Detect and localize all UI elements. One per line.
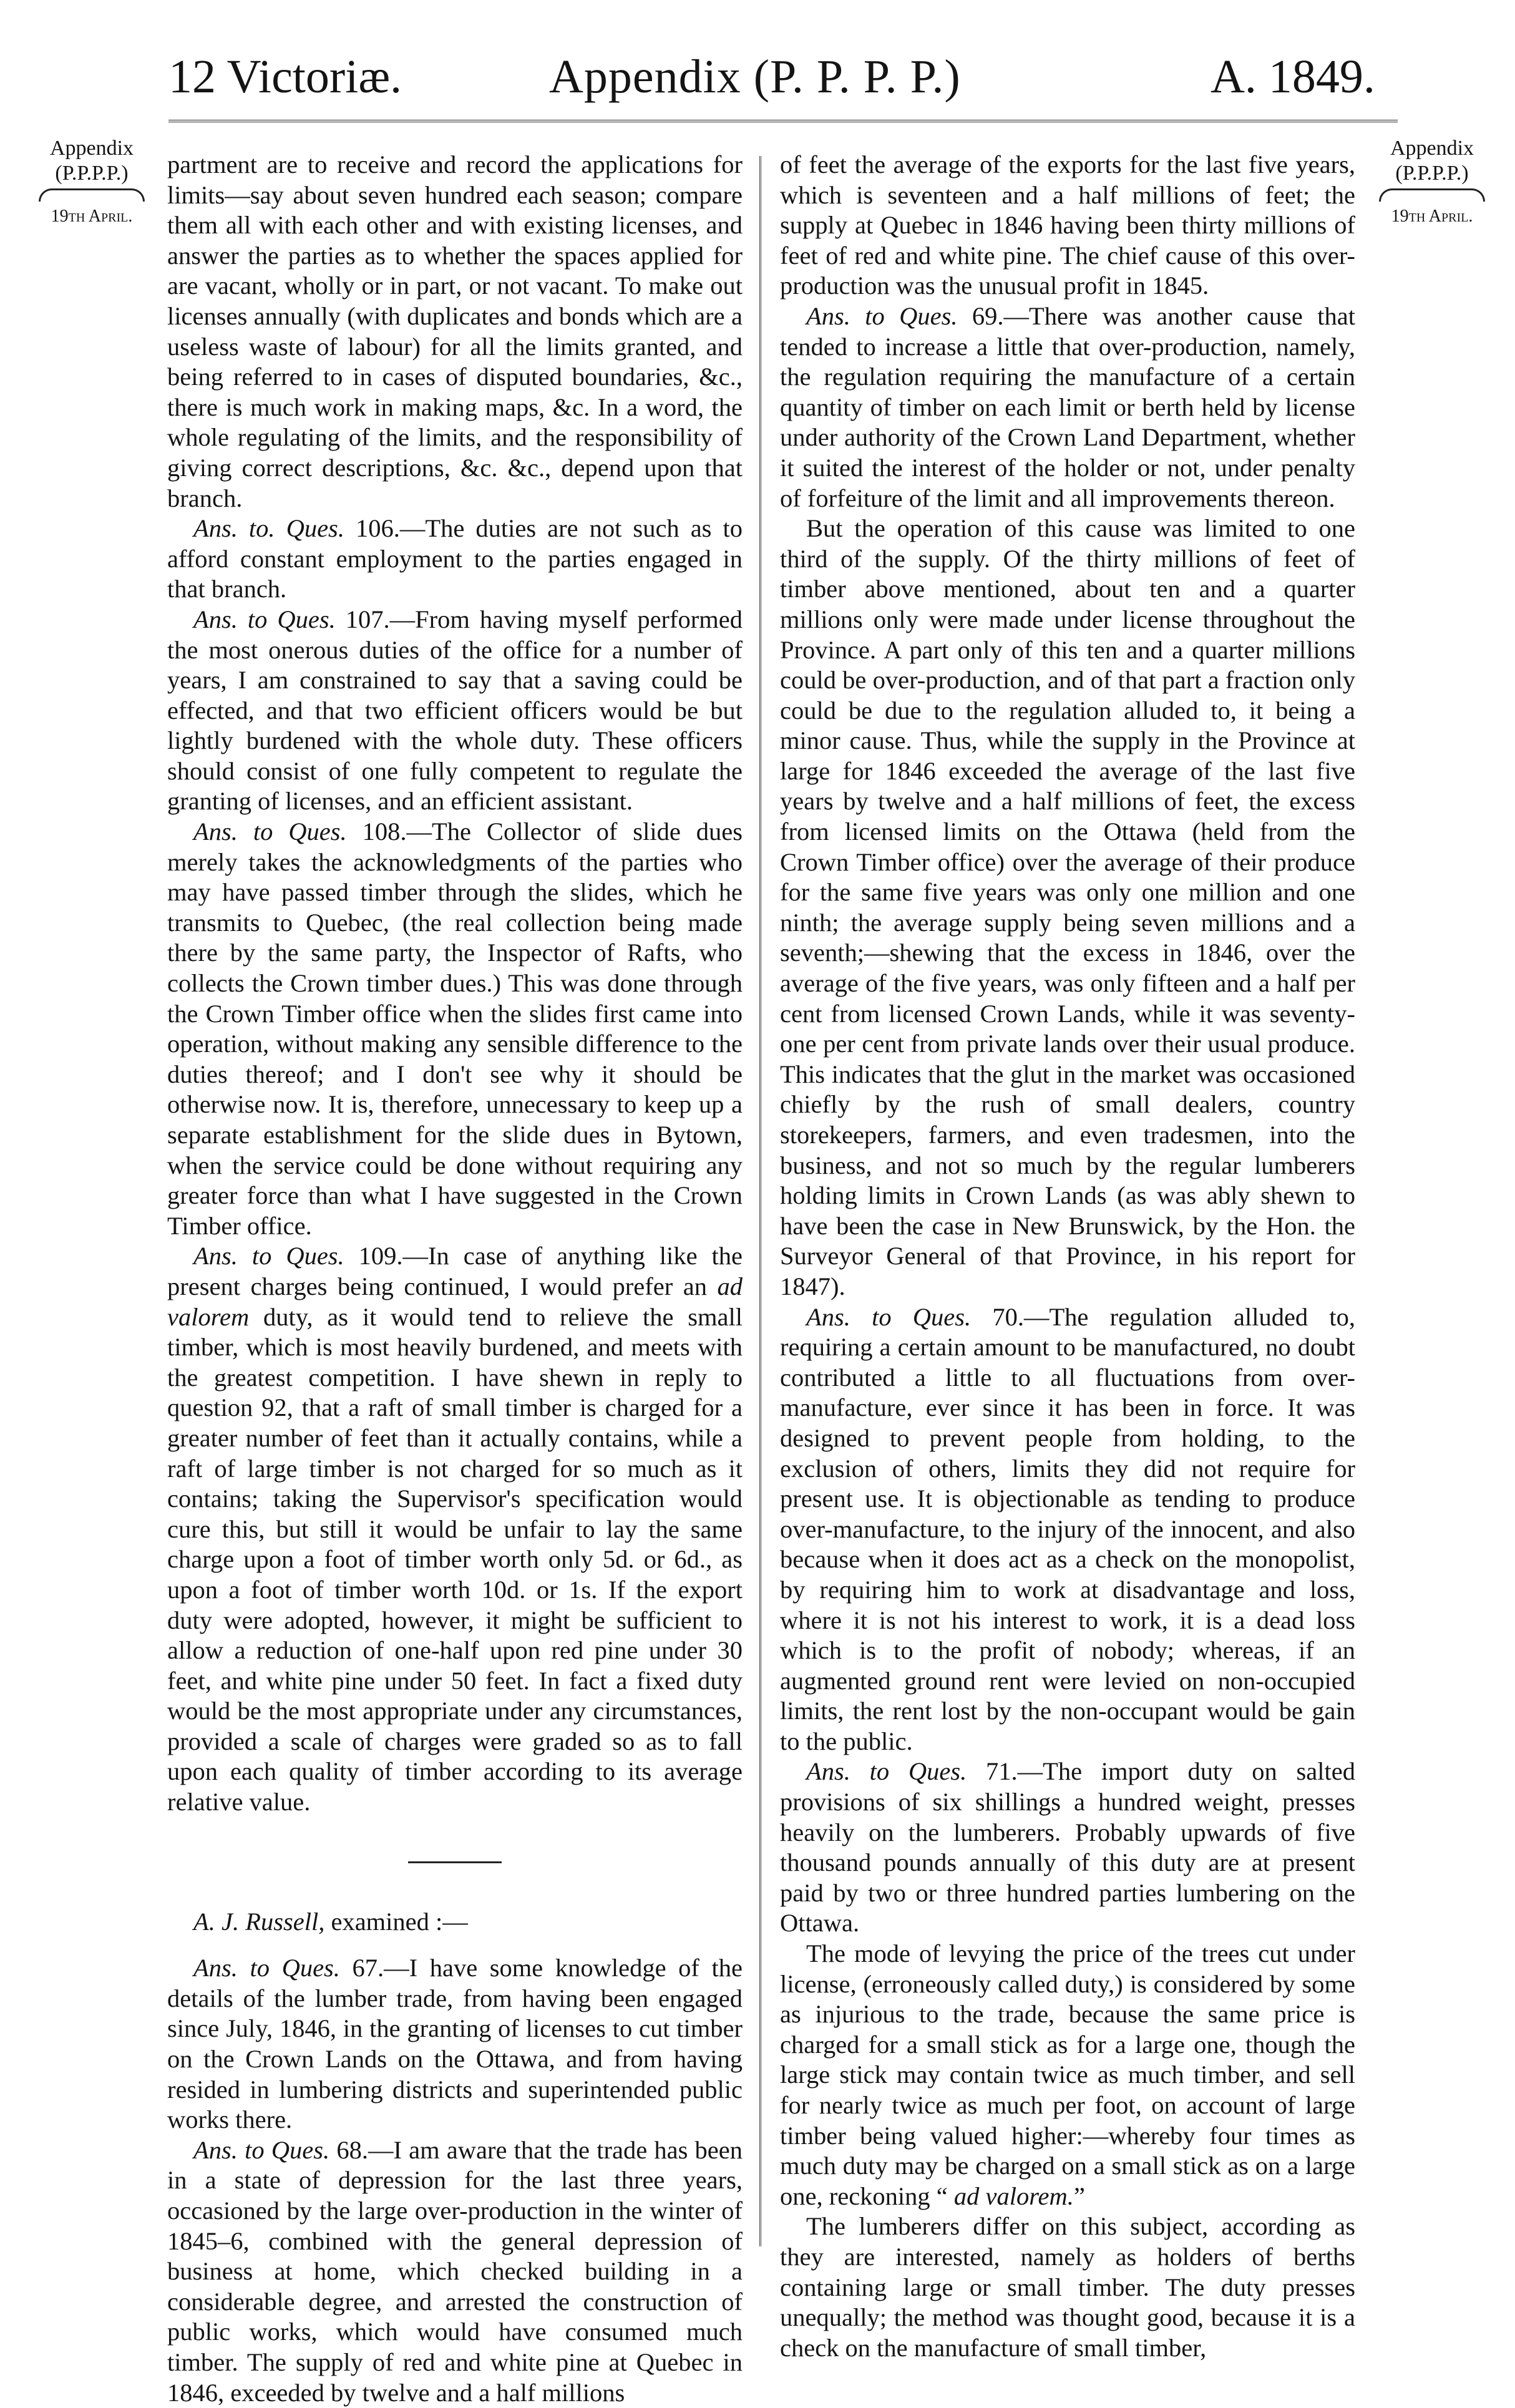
answer-label: Ans. to Ques.: [806, 1302, 972, 1331]
answer-text: 107.—From having myself performed the most onerous duties of the office for a number of years, I am constrained to say that a saving could be effected, and that two efficient officers would be but lightly burdened with the whole duty. These officers should consist of one fully competent to regulate the granting of licenses, and an efficient assistant.: [167, 605, 743, 816]
margin-date: 19th April.: [51, 207, 133, 226]
brace-icon: [39, 188, 145, 202]
column-divider: [759, 156, 761, 2246]
answer-label: Ans. to Ques.: [193, 605, 336, 633]
margin-appendix-label: Appendix: [1390, 137, 1474, 160]
answer-106: [167, 514, 743, 605]
paragraph-lumberers: The lumberers differ on this subject, according as they are interested, namely as holders of berths containing large or small timber. The duty presses unequally; the method was thought good, because it is a check on the manufacture of small timber,: [780, 2212, 1355, 2362]
header-rule: [168, 120, 1398, 122]
answer-text: 70.—The regulation alluded to, requiring a certain amount to be manufactured, no doubt contributed a little to all fluctuations from over-manufacture, ever since it has been in force. It was designed to prevent people from holding, to the exclusion of others, limits they did not require for present use. It is objectionable as tending to produce over-manufacture, to the injury of the innocent, and also because when it does act as a check on the monopolist, by requiring him to work at disadvantage and loss, where it is not his interest to work, it is a dead loss which is to the profit of nobody; whereas, if an augmented ground rent were levied on non-occupied limits, the rent lost by the non-occupant would be gain to the public.: [780, 1302, 1355, 1755]
answer-text: 69.—There was another cause that tended to increase a little that over-production, namely, the regulation requiring the manufacture of a certain quantity of timber on each limit or berth held by license under authority of the Crown Land Department, whether it suited the interest of the holder or not, under penalty of forfeiture of the limit and all improvements thereon.: [780, 301, 1355, 512]
answer-68: [167, 2135, 743, 2408]
answer-label: Ans. to Ques.: [193, 1242, 344, 1270]
answer-69: [780, 301, 1355, 514]
answer-label: Ans. to. Ques.: [193, 514, 344, 543]
examined-label: examined :—: [324, 1907, 468, 1936]
paragraph-text: The mode of levying the price of the trees cut under license, (erroneously called duty,) is considered by some as injurious to the trade, because the same price is charged for a small stick as for a large one, though the large stick may contain twice as much timber, and sell for nearly twice as much per foot, on account of large timber being valued higher:—whereby four times as much duty may be charged on a small stick as on a large one, reckoning “: [780, 1939, 1355, 2210]
margin-appendix-code: (P.P.P.P.): [55, 162, 129, 185]
answer-71: [780, 1757, 1355, 1939]
answer-text: 106.—The duties are not such as to afford constant employment to the parties engaged in that branch.: [167, 514, 743, 603]
answer-label: Ans. to Ques.: [193, 1954, 340, 1982]
margin-appendix-code: (P.P.P.P.): [1395, 162, 1469, 185]
answer-text: 67.—I have some knowledge of the details of the lumber trade, from having been engaged since July, 1846, in the granting of licenses to cut timber on the Crown Lands on the Ottawa, and from having resided in lumbering districts and superintended public works there.: [167, 1954, 743, 2134]
answer-108: [167, 817, 743, 1241]
answer-70: [780, 1302, 1355, 1757]
italic-term: ad valorem: [167, 1272, 743, 1331]
answer-109: [167, 1241, 743, 1817]
margin-note-right: [1366, 136, 1498, 229]
section-separator: [408, 1861, 502, 1863]
examined-heading: [167, 1907, 743, 1938]
appendix-title: Appendix (P. P. P. P.): [549, 51, 961, 103]
answer-text: 109.—In case of anything like the present charges being continued, I would prefer an: [167, 1242, 743, 1300]
answer-107: [167, 605, 743, 817]
left-column: [167, 150, 743, 2408]
answer-label: Ans. to Ques.: [806, 1757, 967, 1786]
answer-label: Ans. to Ques.: [193, 817, 347, 846]
answer-text: duty, as it would tend to relieve the small timber, which is most heavily burdened, and meets with the greatest competition. I have shewn in reply to question 92, that a raft of small timber is charged for a greater number of feet than it actually contains, while a raft of large timber is not charged for so much as it contains; taking the Supervisor's specification would cure this, but still it would be unfair to lay the same charge upon a foot of timber worth only 5d. or 6d., as upon a foot of timber worth 10d. or 1s. If the export duty were adopted, however, it might be sufficient to allow a reduction of one-half upon red pine under 30 feet, and white pine under 50 feet. In fact a fixed duty would be the most appropriate under any circumstances, provided a scale of charges were graded so as to fall upon each quality of timber according to its average relative value.: [167, 1302, 743, 1816]
paragraph-operation: But the operation of this cause was limited to one third of the supply. Of the thirty millions of feet of timber above mentioned, about ten and a quarter millions only were made under license throughout the Province. A part only of this ten and a quarter millions could be over-production, and of that part a fraction only could be due to the regulation alluded to, it being a minor cause. Thus, while the supply in the Province at large for 1846 exceeded the average of the last five years by twelve and a half millions of feet, the excess from licensed limits on the Ottawa (held from the Crown Timber office) over the average of their produce for the same five years was only one million and one ninth; the average supply being seven millions and a seventh;—shewing that the excess in 1846, over the average of the five years, was only fifteen and a half per cent from licensed Crown Lands, while it was seventy-one per cent from private lands over their usual produce. This indicates that the glut in the market was occasioned chiefly by the rush of small dealers, country storekeepers, farmers, and even tradesmen, into the business, and not so much by the regular lumberers holding limits in Crown Lands (as was ably shewn to have been the case in New Brunswick, by the Hon. the Surveyor General of that Province, in his report for 1847).: [780, 514, 1355, 1300]
margin-appendix-label: Appendix: [49, 137, 134, 160]
answer-67: [167, 1953, 743, 2135]
italic-term: ad valorem.: [953, 2181, 1074, 2210]
witness-name: A. J. Russell,: [193, 1907, 325, 1936]
answer-text: 108.—The Collector of slide dues merely takes the acknowledgments of the parties who may have passed timber through the slides, which he transmits to Quebec, (the real collection being made there by the same party, the Inspector of Rafts, who collects the Crown timber dues.) This was done through the Crown Timber office when the slides first came into operation, without making any sensible difference to the duties thereof; and I don't see why it should be otherwise now. It is, therefore, unnecessary to keep up a separate establishment for the slide dues in Bytown, when the service could be done without requiring any greater force than what I have suggested in the Crown Timber office.: [167, 817, 743, 1240]
paragraph-continuation: of feet the average of the exports for the last five years, which is seventeen and a half millions of feet; the supply at Quebec in 1846 having been thirty millions of feet of red and white pine. The chief cause of this over-production was the unusual profit in 1845.: [780, 150, 1355, 300]
paragraph-continuation: partment are to receive and record the applications for limits—say about seven hundred each season; compare them all with each other and with existing licenses, and answer the parties as to whether the spaces applied for are vacant, wholly or in part, or not vacant. To make out licenses annually (with duplicates and bonds which are a useless waste of labour) for all the limits granted, and being referred to in cases of disputed boundaries, &c., there is much work in making maps, &c. In a word, the whole regulating of the limits, and the responsibility of giving correct descriptions, &c. &c., depend upon that branch.: [167, 150, 743, 512]
answer-text: 71.—The import duty on salted provisions of six shillings a hundred weight, presses heavily on the lumberers. Probably upwards of five thousand pounds annually of this duty are at present paid by two or three hundred parties lumbering on the Ottawa.: [780, 1757, 1355, 1938]
paragraph-mode-of-levying: [780, 1939, 1355, 2211]
paragraph-text: ”: [1073, 2181, 1085, 2210]
year-title: A. 1849.: [1211, 51, 1375, 103]
margin-date: 19th April.: [1391, 207, 1473, 226]
page-header: [0, 50, 1515, 106]
answer-text: 68.—I am aware that the trade has been in a state of depression for the last three years, occasioned by the large over-production in the winter of 1845–6, combined with the general depression of business at home, which checked building in a considerable degree, and arrested the construction of public works, which would have consumed much timber. The supply of red and white pine at Quebec in 1846, exceeded by twelve and a half millions: [167, 2135, 743, 2407]
session-title: 12 Victoriæ.: [168, 51, 402, 103]
answer-label: Ans. to Ques.: [193, 2135, 330, 2164]
right-column: [780, 150, 1355, 2363]
margin-note-left: [26, 136, 157, 229]
brace-icon: [1379, 188, 1485, 202]
answer-label: Ans. to Ques.: [806, 301, 958, 330]
